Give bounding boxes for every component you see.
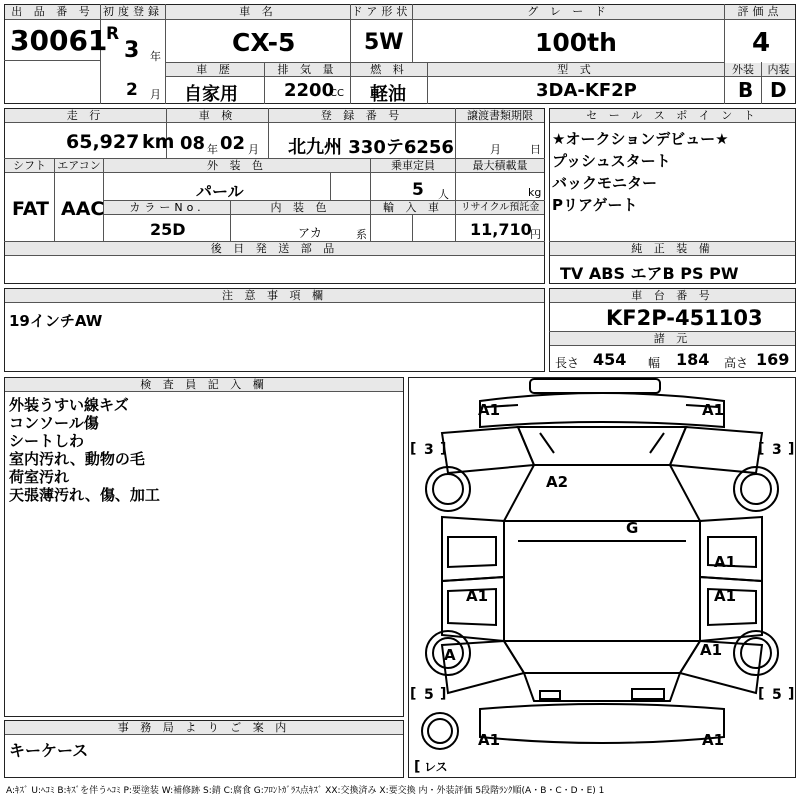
shift-value: FAT — [12, 198, 49, 220]
ac-value: AAC — [61, 198, 105, 220]
inspector-line: シートしわ — [9, 432, 85, 450]
inspector-notes — [9, 396, 160, 504]
int-label: 内装 — [762, 63, 795, 77]
mark-right-rear-door: A1 — [714, 587, 737, 605]
mark-rear-right: A1 — [702, 731, 725, 749]
import-label: 輸 入 車 — [371, 201, 455, 215]
equipment-label: 純 正 装 備 — [550, 242, 795, 256]
bracket-spare-open: [ — [414, 759, 421, 775]
interior-color-label: 内 装 色 — [231, 201, 370, 215]
inspector-line: 荷室汚れ — [9, 468, 70, 486]
door-label: ドア形状 — [351, 5, 412, 18]
shift-label: シフト — [5, 159, 54, 173]
score-label: 評価点 — [725, 5, 795, 20]
lot-label: 出 品 番 号 — [5, 5, 100, 20]
inspector-line: 室内汚れ、動物の毛 — [9, 450, 145, 468]
ac-label: エアコン — [55, 159, 103, 173]
inspector-line: 外装うすい線キズ — [9, 396, 129, 414]
car-diagram — [408, 377, 796, 778]
mark-front-right: A1 — [702, 401, 725, 419]
fuel-value: 軽油 — [370, 84, 406, 105]
plate-value: 北九州 330テ6256 — [288, 137, 454, 158]
color-value: パール — [196, 182, 244, 201]
selling-points-list — [552, 128, 792, 240]
grade-value: 100th — [535, 28, 617, 57]
inspector-line: 天張薄汚れ、傷、加工 — [9, 486, 160, 504]
mark-front-left: A1 — [478, 401, 501, 419]
bracket-fl-open: [ — [410, 441, 417, 457]
model-name: CX-5 — [232, 28, 296, 57]
displacement-label: 排 気 量 — [265, 63, 350, 77]
mark-right-rear-fender: A1 — [700, 641, 723, 659]
displacement-value: 2200 — [284, 80, 335, 101]
lot-number: 30061 — [10, 24, 108, 57]
bracket-rr-close: ] — [788, 686, 795, 702]
specs-label: 諸 元 — [550, 332, 795, 346]
mark-left-rear-door: A1 — [466, 587, 489, 605]
recycle-label: リサイクル預託金 — [456, 201, 544, 215]
later-parts-label: 後 日 発 送 部 品 — [5, 242, 544, 256]
int-grade: D — [770, 78, 787, 102]
first-reg-label: 初度登録 — [103, 5, 163, 18]
width-label: 幅 — [648, 356, 661, 370]
mileage-value: 65,927 — [66, 131, 140, 153]
capacity-unit: 人 — [438, 188, 449, 201]
selling-points-label: セ ー ル ス ポ イ ン ト — [550, 109, 795, 123]
legend-text: A:ｷｽﾞ U:ﾍｺﾐ B:ｷｽﾞを伴うﾍｺﾐ P:要塗装 W:補修跡 S:錆 C:腐食 G:ﾌﾛﾝﾄｶﾞﾗｽ点ｷｽﾞ XX:交換済み X:要交換 内・外装評価 5段階ﾗﾝｸ順(A・B・C・D・E) 1 — [6, 786, 605, 796]
km-unit: km — [142, 131, 175, 153]
reg-year: 3 — [124, 38, 140, 63]
selling-point: ★オークションデビュー★ — [552, 130, 729, 148]
equipment-value: TV ABS エアB PS PW — [560, 264, 739, 283]
grade-label: グ レ ー ド — [413, 5, 724, 20]
type-value: 3DA-KF2P — [536, 80, 637, 101]
height-value: 169 — [756, 350, 790, 369]
transfer-month: 月 — [490, 143, 501, 156]
bracket-rl-open: [ — [410, 686, 417, 702]
load-unit: kg — [528, 186, 542, 199]
type-label: 型 式 — [428, 63, 724, 77]
model-label: 車 名 — [166, 5, 350, 20]
mileage-label: 走 行 — [5, 109, 166, 123]
reg-month: 2 — [126, 80, 138, 100]
interior-color-value: アカ — [298, 226, 322, 240]
chassis-label: 車 台 番 号 — [550, 289, 795, 303]
plate-label: 登 録 番 号 — [269, 109, 455, 123]
mark-left-rear-tire: A — [444, 646, 456, 664]
recycle-value: 11,710 — [470, 220, 532, 239]
month-unit: 月 — [150, 88, 161, 101]
selling-point: プッシュスタート — [552, 152, 671, 170]
office-value: キーケース — [9, 741, 89, 760]
ext-label: 外装 — [725, 63, 761, 77]
spare-tire-value: レス — [424, 760, 448, 774]
recycle-unit: 円 — [530, 228, 541, 241]
door-type: 5W — [364, 30, 404, 55]
bracket-fr-open: [ — [758, 441, 765, 457]
interior-color-unit: 系 — [356, 228, 367, 241]
history-value: 自家用 — [184, 84, 238, 105]
bracket-fr-close: ] — [788, 441, 795, 457]
chassis-value: KF2P-451103 — [606, 306, 763, 330]
load-label: 最大積載量 — [456, 159, 544, 173]
capacity-value: 5 — [412, 180, 424, 200]
mark-rear-left: A1 — [478, 731, 501, 749]
transfer-day: 日 — [530, 143, 541, 156]
bracket-fl-close: ] — [440, 441, 447, 457]
notes-value: 19インチAW — [9, 312, 103, 330]
cc-unit: CC — [330, 88, 344, 99]
bracket-rl-close: ] — [440, 686, 447, 702]
insp-month: 02 — [220, 133, 246, 154]
notes-label: 注 意 事 項 欄 — [5, 289, 544, 303]
damage-marks — [444, 401, 736, 749]
capacity-label: 乗車定員 — [371, 159, 455, 173]
insp-year: 08 — [180, 133, 206, 154]
mark-roof: G — [626, 519, 639, 537]
length-label: 長さ — [555, 356, 580, 370]
length-value: 454 — [593, 350, 627, 369]
score-value: 4 — [752, 28, 771, 58]
era: R — [106, 24, 120, 44]
height-label: 高さ — [724, 356, 749, 370]
selling-point: Pリアゲート — [552, 196, 638, 214]
year-unit: 年 — [150, 50, 161, 63]
inspector-line: コンソール傷 — [9, 414, 99, 432]
tire-rr-score: 5 — [772, 687, 782, 703]
tire-fl-score: 3 — [424, 442, 434, 458]
color-label: 外 装 色 — [104, 159, 370, 173]
color-no-value: 25D — [150, 220, 186, 239]
insp-month-unit: 月 — [248, 143, 259, 156]
inspector-label: 検 査 員 記 入 欄 — [5, 378, 403, 392]
fuel-label: 燃 料 — [351, 63, 427, 77]
transfer-label: 譲渡書類期限 — [456, 109, 544, 123]
ext-grade: B — [738, 78, 754, 102]
width-value: 184 — [676, 350, 710, 369]
inspection-label: 車 検 — [167, 109, 268, 123]
color-no-label: カラーNo. — [104, 201, 230, 215]
insp-year-unit: 年 — [207, 143, 218, 156]
tire-rl-score: 5 — [424, 687, 434, 703]
history-label: 車 歴 — [166, 63, 264, 77]
mark-windshield: A2 — [546, 473, 569, 491]
selling-point: バックモニター — [552, 174, 658, 192]
tire-fr-score: 3 — [772, 442, 782, 458]
office-label: 事 務 局 よ り ご 案 内 — [5, 721, 403, 735]
bracket-rr-open: [ — [758, 686, 765, 702]
mark-right-front-door: A1 — [714, 553, 737, 571]
